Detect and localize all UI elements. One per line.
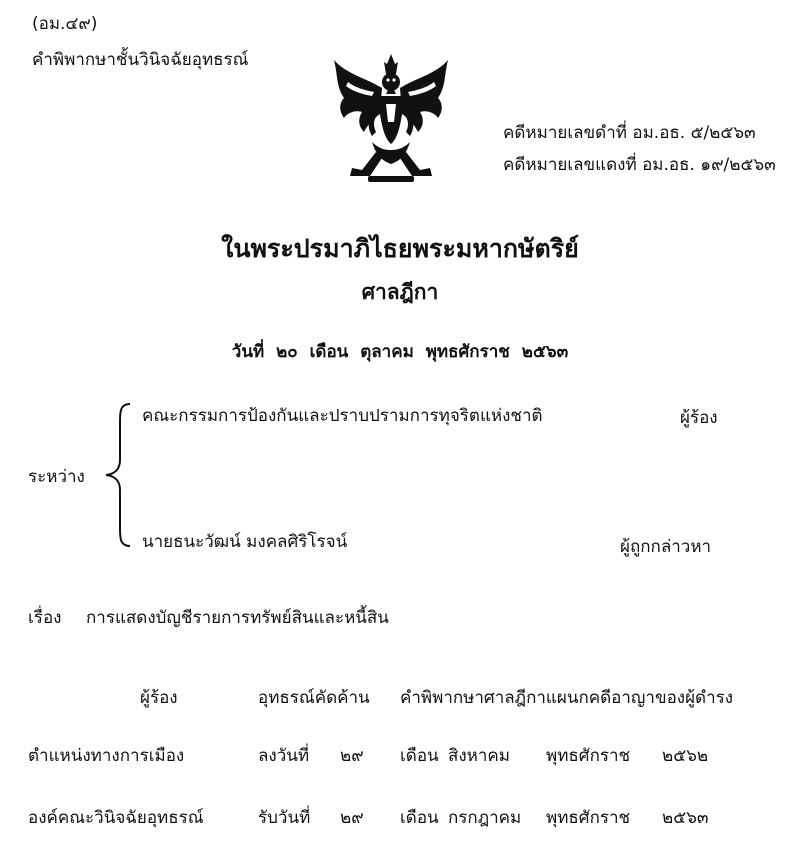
plaintiff-name: คณะกรรมการป้องกันและปราบปรามการทุจริตแห่งชาติ xyxy=(142,406,543,426)
appeal-row3-col1: องค์คณะวินิจฉัยอุทธรณ์ xyxy=(28,808,204,828)
black-case-number: คดีหมายเลขดำที่ อม.อธ. ๕/๒๕๖๓ xyxy=(503,123,756,143)
appeal-row3-col2: รับวันที่ xyxy=(258,808,311,828)
garuda-emblem-icon xyxy=(328,52,454,184)
appeal-row2-month: สิงหาคม xyxy=(448,746,511,766)
curly-brace-icon xyxy=(102,400,134,550)
plaintiff-role: ผู้ร้อง xyxy=(680,408,718,428)
appeal-row3-year-label: พุทธศักราช xyxy=(546,808,631,828)
date-year-label: พุทธศักราช xyxy=(425,342,510,362)
appeal-row3-month: กรกฎาคม xyxy=(448,808,522,828)
royal-title: ในพระปรมาภิไธยพระมหากษัตริย์ xyxy=(221,234,579,263)
between-label: ระหว่าง xyxy=(28,467,85,487)
appeal-row1-col1: ผู้ร้อง xyxy=(140,688,178,708)
appeal-row2-col2: ลงวันที่ xyxy=(258,746,310,766)
date-day: ๒๐ xyxy=(276,342,298,362)
date-day-label: วันที่ xyxy=(231,342,265,362)
appeal-row2-col1: ตำแหน่งทางการเมือง xyxy=(28,746,185,766)
date-year: ๒๕๖๓ xyxy=(521,342,569,362)
appeal-row3-day: ๒๙ xyxy=(340,808,364,828)
defendant-name: นายธนะวัฒน์ มงคลศิริโรจน์ xyxy=(142,532,348,552)
subject-label: เรื่อง xyxy=(28,608,62,628)
appeal-row2-year: ๒๕๖๒ xyxy=(662,746,709,766)
court-name: ศาลฎีกา xyxy=(361,280,439,304)
appeal-row2-month-label: เดือน xyxy=(400,746,439,766)
appeal-row1-col2: อุทธรณ์คัดค้าน xyxy=(258,688,370,708)
appeal-row3-year: ๒๕๖๓ xyxy=(662,808,709,828)
subject-text: การแสดงบัญชีรายการทรัพย์สินและหนี้สิน xyxy=(86,608,389,628)
date-month-label: เดือน xyxy=(309,342,349,362)
appeal-row3-month-label: เดือน xyxy=(400,808,439,828)
judgment-date xyxy=(0,338,800,365)
defendant-role: ผู้ถูกกล่าวหา xyxy=(620,537,712,557)
judgment-title: คำพิพากษาชั้นวินิจฉัยอุทธรณ์ xyxy=(32,50,249,70)
red-case-number: คดีหมายเลขแดงที่ อม.อธ. ๑๙/๒๕๖๓ xyxy=(503,155,776,175)
appeal-row2-year-label: พุทธศักราช xyxy=(546,746,631,766)
appeal-row2-day: ๒๙ xyxy=(340,746,364,766)
date-month: ตุลาคม xyxy=(360,342,414,362)
appeal-row1-col3: คำพิพากษาศาลฎีกาแผนกคดีอาญาของผู้ดำรง xyxy=(400,688,734,708)
form-code: (อม.๔๙) xyxy=(32,14,98,34)
